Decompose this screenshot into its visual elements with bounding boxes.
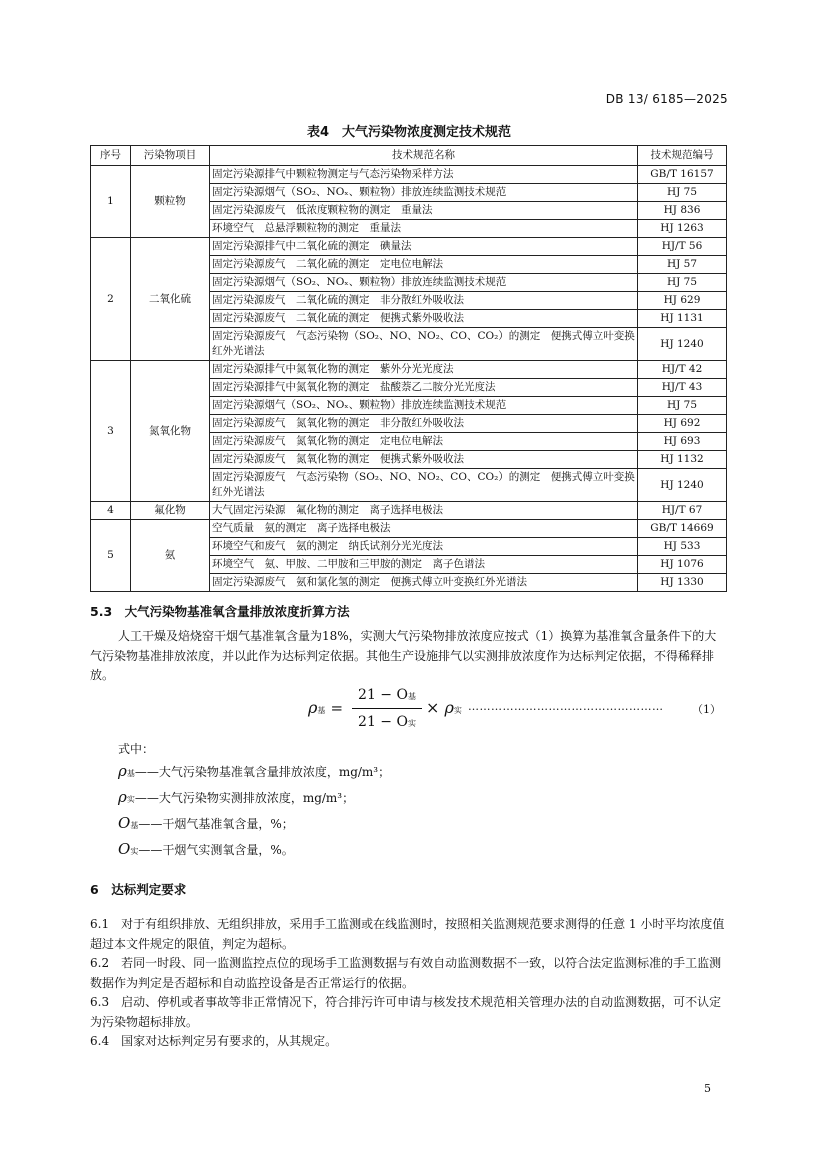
formula-rhs-sub: 实 [453,706,462,715]
clause-item: 6.4 国家对达标判定另有要求的，从其规定。 [90,1034,338,1048]
formula-numerator-sub: 基 [407,692,416,701]
cell-spec-code: HJ 1132 [638,451,727,469]
cell-spec-name: 固定污染源废气 气态污染物（SO₂、NO、NO₂、CO、CO₂）的测定 便携式傅立叶变换红外光谱法 [210,469,638,502]
cell-spec-name: 固定污染源废气 氮氧化物的测定 便携式紫外吸收法 [210,451,638,469]
definition-text: ——干烟气实测氧含量，%。 [138,843,294,857]
cell-spec-code: GB/T 14669 [638,520,727,538]
cell-spec-name: 大气固定污染源 氟化物的测定 离子选择电极法 [210,502,638,520]
cell-spec-name: 固定污染源烟气（SO₂、NOₓ、颗粒物）排放连续监测技术规范 [210,184,638,202]
formula-times: × [426,698,440,717]
cell-spec-name: 固定污染源废气 二氧化硫的测定 定电位电解法 [210,256,638,274]
col-spec-name-header: 技术规范名称 [210,146,638,166]
cell-spec-name: 固定污染源废气 氮氧化物的测定 非分散红外吸收法 [210,415,638,433]
definition-text: ——大气污染物实测排放浓度，mg/m³； [134,791,355,805]
cell-spec-code: HJ 75 [638,184,727,202]
cell-seq: 3 [91,361,131,502]
table-row [91,238,727,256]
cell-spec-name: 固定污染源排气中氮氧化物的测定 盐酸萘乙二胺分光光度法 [210,379,638,397]
cell-pollutant: 颗粒物 [131,166,210,238]
cell-spec-name: 环境空气 氨、甲胺、二甲胺和三甲胺的测定 离子色谱法 [210,556,638,574]
cell-spec-code: HJ/T 56 [638,238,727,256]
cell-spec-code: HJ 1240 [638,328,727,361]
cell-spec-code: HJ 533 [638,538,727,556]
section-5-3-paragraph: 人工干燥及焙烧窑干烟气基准氧含量为18%，实测大气污染物排放浓度应按式（1）换算为基准氧含量条件下的大气污染物基准排放浓度，并以此作为达标判定依据。其他生产设施排气以实测排放浓度作为达标判定依据，不得稀释排放。 [90,629,717,682]
cell-spec-code: HJ 836 [638,202,727,220]
cell-spec-code: HJ 1240 [638,469,727,502]
definition-sub: 基 [130,821,139,830]
cell-spec-code: HJ 1076 [638,556,727,574]
col-spec-code-header: 技术规范编号 [638,146,727,166]
cell-spec-name: 空气质量 氨的测定 离子选择电极法 [210,520,638,538]
cell-spec-name: 固定污染源烟气（SO₂、NOₓ、颗粒物）排放连续监测技术规范 [210,397,638,415]
cell-spec-code: GB/T 16157 [638,166,727,184]
table-row [91,361,727,379]
cell-seq: 4 [91,502,131,520]
cell-spec-code: HJ/T 67 [638,502,727,520]
cell-spec-name: 固定污染源废气 低浓度颗粒物的测定 重量法 [210,202,638,220]
table-row [91,520,727,538]
definition-sub: 实 [126,795,135,804]
page-number: 5 [704,1082,711,1095]
formula-lhs-sub: 基 [317,706,326,715]
cell-spec-name: 固定污染源排气中颗粒物测定与气态污染物采样方法 [210,166,638,184]
cell-spec-code: HJ 57 [638,256,727,274]
formula-fraction [352,684,422,731]
cell-spec-name: 固定污染源废气 氮氧化物的测定 定电位电解法 [210,433,638,451]
definition-item [118,836,390,862]
definition-item [118,810,390,836]
cell-spec-code: HJ 1263 [638,220,727,238]
spec-table [90,145,727,592]
definition-sub: 基 [126,769,135,778]
cell-seq: 2 [91,238,131,361]
cell-spec-code: HJ 1131 [638,310,727,328]
table-row [91,166,727,184]
definition-var: ρ [118,762,127,780]
cell-spec-name: 固定污染源废气 二氧化硫的测定 非分散红外吸收法 [210,292,638,310]
definition-var: O [118,814,131,832]
clause-item: 6.3 启动、停机或者事故等非正常情况下，符合排污许可申请与核发技术规范相关管理办法的自动监测数据，可不认定为污染物超标排放。 [90,995,722,1029]
section-6-items [90,915,726,1052]
formula-dots: …………………………………………… [468,700,664,713]
formula-lhs-var: ρ [308,698,318,717]
section-5-3-heading: 5.3 大气污染物基准氧含量排放浓度折算方法 [90,604,350,619]
cell-pollutant: 二氧化硫 [131,238,210,361]
cell-spec-code: HJ 75 [638,397,727,415]
definitions-list [118,758,390,862]
cell-spec-name: 固定污染源废气 气态污染物（SO₂、NO、NO₂、CO、CO₂）的测定 便携式傅立叶变换红外光谱法 [210,328,638,361]
cell-pollutant: 氟化物 [131,502,210,520]
formula-denominator: 21 − O [358,714,408,730]
col-pollutant-header: 污染物项目 [131,146,210,166]
cell-spec-name: 固定污染源废气 氨和氯化氢的测定 便携式傅立叶变换红外光谱法 [210,574,638,592]
definition-item [118,784,390,810]
cell-spec-code: HJ 75 [638,274,727,292]
definition-sub: 实 [130,847,139,856]
cell-pollutant: 氮氧化物 [131,361,210,502]
col-seq-header: 序号 [91,146,131,166]
definition-text: ——干烟气基准氧含量，%； [138,817,294,831]
cell-seq: 5 [91,520,131,592]
formula-numerator: 21 − O [358,687,408,703]
table-title: 表4 大气污染物浓度测定技术规范 [306,125,512,140]
formula-number: （1） [692,703,721,716]
cell-spec-name: 固定污染源排气中二氧化硫的测定 碘量法 [210,238,638,256]
cell-spec-code: HJ 693 [638,433,727,451]
section-6-heading: 6 达标判定要求 [90,882,187,897]
cell-seq: 1 [91,166,131,238]
table-row [91,502,727,520]
definition-text: ——大气污染物基准氧含量排放浓度，mg/m³； [134,765,391,779]
cell-spec-name: 固定污染源废气 二氧化硫的测定 便携式紫外吸收法 [210,310,638,328]
cell-spec-code: HJ 692 [638,415,727,433]
table-header-row [91,146,727,166]
clause-item: 6.2 若同一时段、同一监测监控点位的现场手工监测数据与有效自动监测数据不一致，以符合法定监测标准的手工监测数据作为判定是否超标和自动监控设备是否正常运行的依据。 [90,956,722,990]
definition-var: ρ [118,788,127,806]
cell-spec-name: 固定污染源排气中氮氧化物的测定 紫外分光光度法 [210,361,638,379]
document-code: DB 13/ 6185—2025 [605,92,728,106]
formula-denominator-sub: 实 [407,719,416,728]
cell-pollutant: 氨 [131,520,210,592]
cell-spec-name: 环境空气 总悬浮颗粒物的测定 重量法 [210,220,638,238]
cell-spec-name: 固定污染源烟气（SO₂、NOₓ、颗粒物）排放连续监测技术规范 [210,274,638,292]
clause-item: 6.1 对于有组织排放、无组织排放，采用手工监测或在线监测时，按照相关监测规范要求测得的任意 1 小时平均浓度值超过本文件规定的限值，判定为超标。 [90,917,725,951]
formula-rhs-var: ρ [444,698,454,717]
definition-item [118,758,390,784]
cell-spec-code: HJ/T 43 [638,379,727,397]
where-label: 式中： [118,742,155,756]
cell-spec-name: 环境空气和废气 氨的测定 纳氏试剂分光光度法 [210,538,638,556]
cell-spec-code: HJ 629 [638,292,727,310]
cell-spec-code: HJ 1330 [638,574,727,592]
definition-var: O [118,840,131,858]
cell-spec-code: HJ/T 42 [638,361,727,379]
